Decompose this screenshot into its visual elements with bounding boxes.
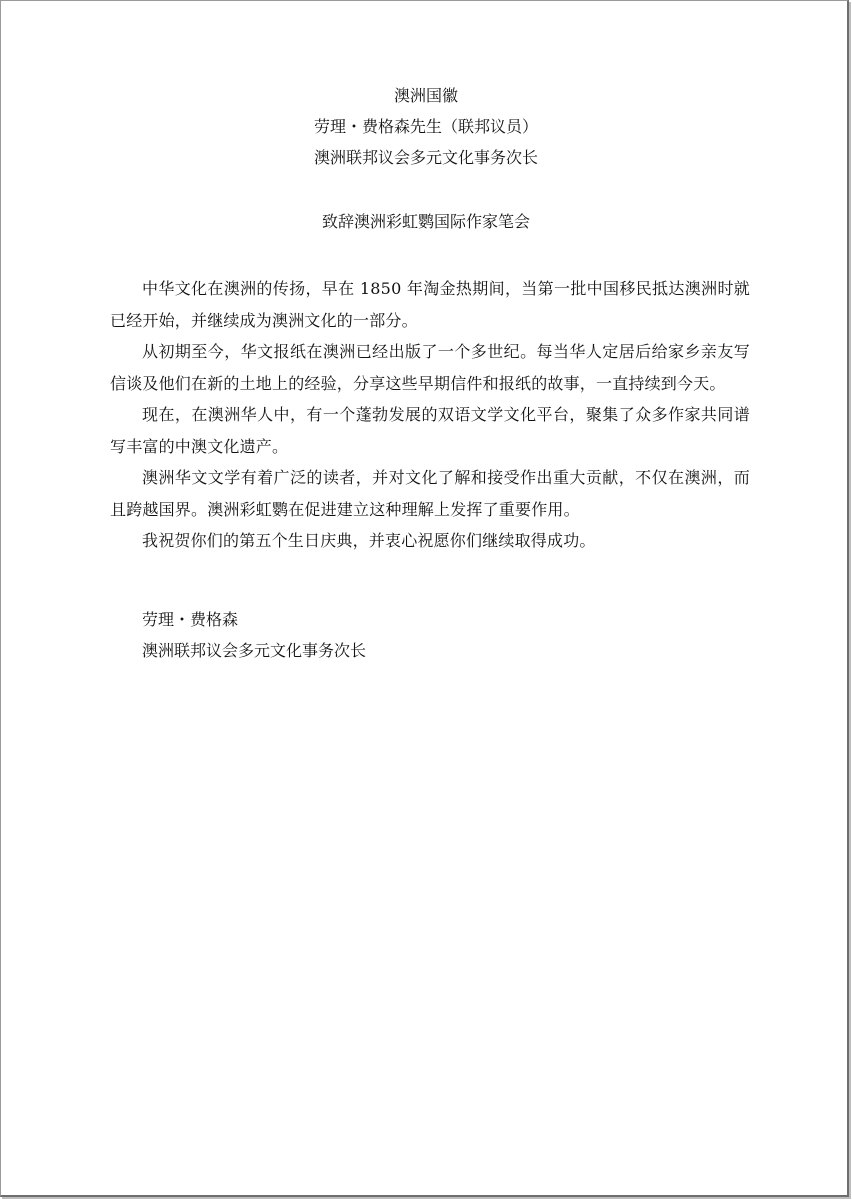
body-paragraph: 我祝贺你们的第五个生日庆典，并衷心祝愿你们继续取得成功。: [142, 531, 596, 550]
body-paragraph: 从初期至今，华文报纸在澳洲已经出版了一个多世纪。每当华人定居后给家乡亲友写信谈及他们在新的土地上的经验，分享这些早期信件和报纸的故事，一直持续到今天。: [110, 342, 750, 393]
coat-of-arms-caption: 澳洲国徽: [393, 86, 458, 105]
letter-body: [110, 273, 750, 557]
signature-name: 劳理・费格森: [142, 610, 239, 629]
address-title: 致辞澳洲彩虹鹦国际作家笔会: [321, 212, 530, 231]
sender-name: 劳理・费格森先生（联邦议员）: [313, 117, 538, 136]
body-paragraph: 澳洲华文文学有着广泛的读者，并对文化了解和接受作出重大贡献，不仅在澳洲，而且跨越国界。澳洲彩虹鹦在促进建立这种理解上发挥了重要作用。: [110, 468, 750, 519]
signature-title: 澳洲联邦议会多元文化事务次长: [142, 641, 367, 660]
sender-title: 澳洲联邦议会多元文化事务次长: [313, 148, 538, 167]
body-paragraph: 现在，在澳洲华人中，有一个蓬勃发展的双语文学文化平台，聚集了众多作家共同谱写丰富的中澳文化遗产。: [110, 405, 750, 456]
letter-header: [0, 80, 852, 173]
signature-block: [142, 604, 366, 666]
body-paragraph: 中华文化在澳洲的传扬，早在 1850 年淘金热期间，当第一批中国移民抵达澳洲时就已经开始，并继续成为澳洲文化的一部分。: [110, 279, 750, 330]
